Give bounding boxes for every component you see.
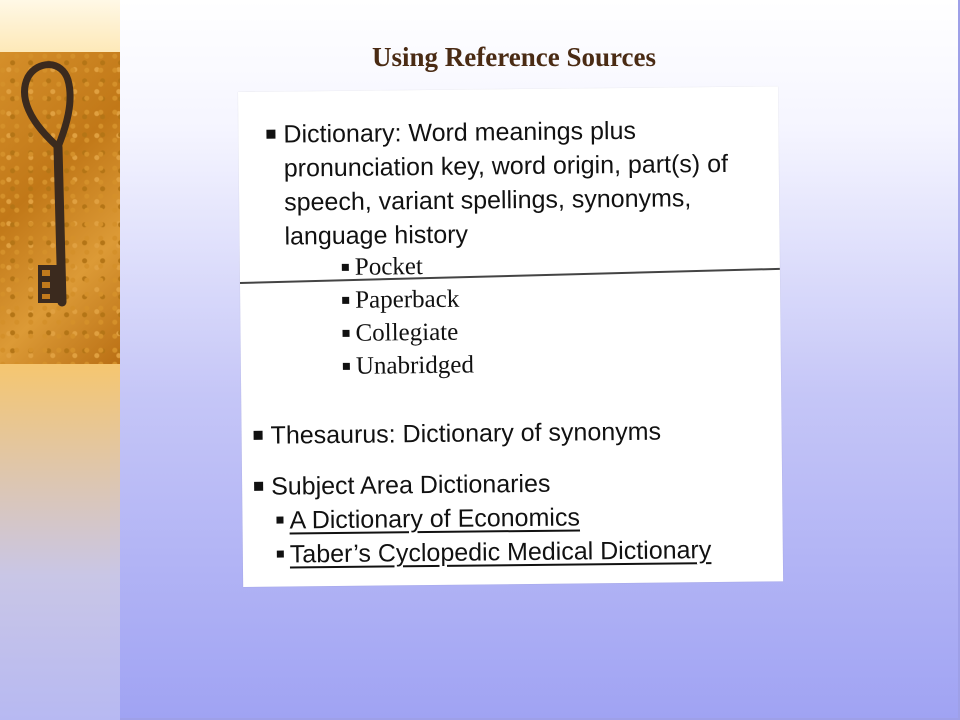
- subject-item-economics: [276, 500, 580, 537]
- list-item-paperback: [342, 283, 459, 317]
- bullet-icon: [254, 482, 263, 491]
- dictionary-line-2: pronunciation key, word origin, part(s) of: [283, 149, 729, 183]
- bullet-icon: [342, 330, 349, 337]
- subject-item-label: A Dictionary of Economics: [289, 503, 581, 535]
- bullet-icon: [343, 363, 350, 370]
- list-item-label: Pocket: [354, 253, 424, 281]
- bullet-icon: [277, 550, 284, 557]
- dictionary-line-4: language history: [284, 220, 469, 251]
- subject-heading-text: Subject Area Dictionaries: [270, 469, 551, 501]
- thesaurus-text: Thesaurus: Dictionary of synonyms: [270, 417, 662, 450]
- divider-line: [240, 268, 780, 284]
- slide-title: Using Reference Sources: [372, 42, 656, 72]
- subject-item-tabers: [277, 533, 712, 572]
- bullet-icon: [342, 264, 349, 271]
- list-item-label: Collegiate: [355, 318, 459, 347]
- subject-item-label: Taber’s Cyclopedic Medical Dictionary: [289, 536, 712, 569]
- dictionary-line-1: [266, 112, 776, 151]
- list-item-unabridged: [343, 349, 474, 383]
- list-item-collegiate: [342, 316, 458, 350]
- dictionary-text-1: Dictionary: Word meanings plus: [283, 116, 637, 149]
- key-icon: [0, 52, 120, 364]
- subject-heading: [254, 467, 551, 504]
- scanned-page: [238, 86, 783, 587]
- dictionary-entry: [266, 112, 777, 253]
- key-image: [0, 52, 120, 364]
- bullet-icon: [276, 516, 283, 523]
- dictionary-line-3: speech, variant spellings, synonyms,: [284, 184, 692, 217]
- bullet-icon: [254, 431, 263, 440]
- bullet-icon: [266, 130, 275, 139]
- thesaurus-entry: [253, 415, 661, 453]
- list-item-label: Paperback: [355, 285, 460, 314]
- bullet-icon: [342, 297, 349, 304]
- list-item-label: Unabridged: [355, 351, 475, 380]
